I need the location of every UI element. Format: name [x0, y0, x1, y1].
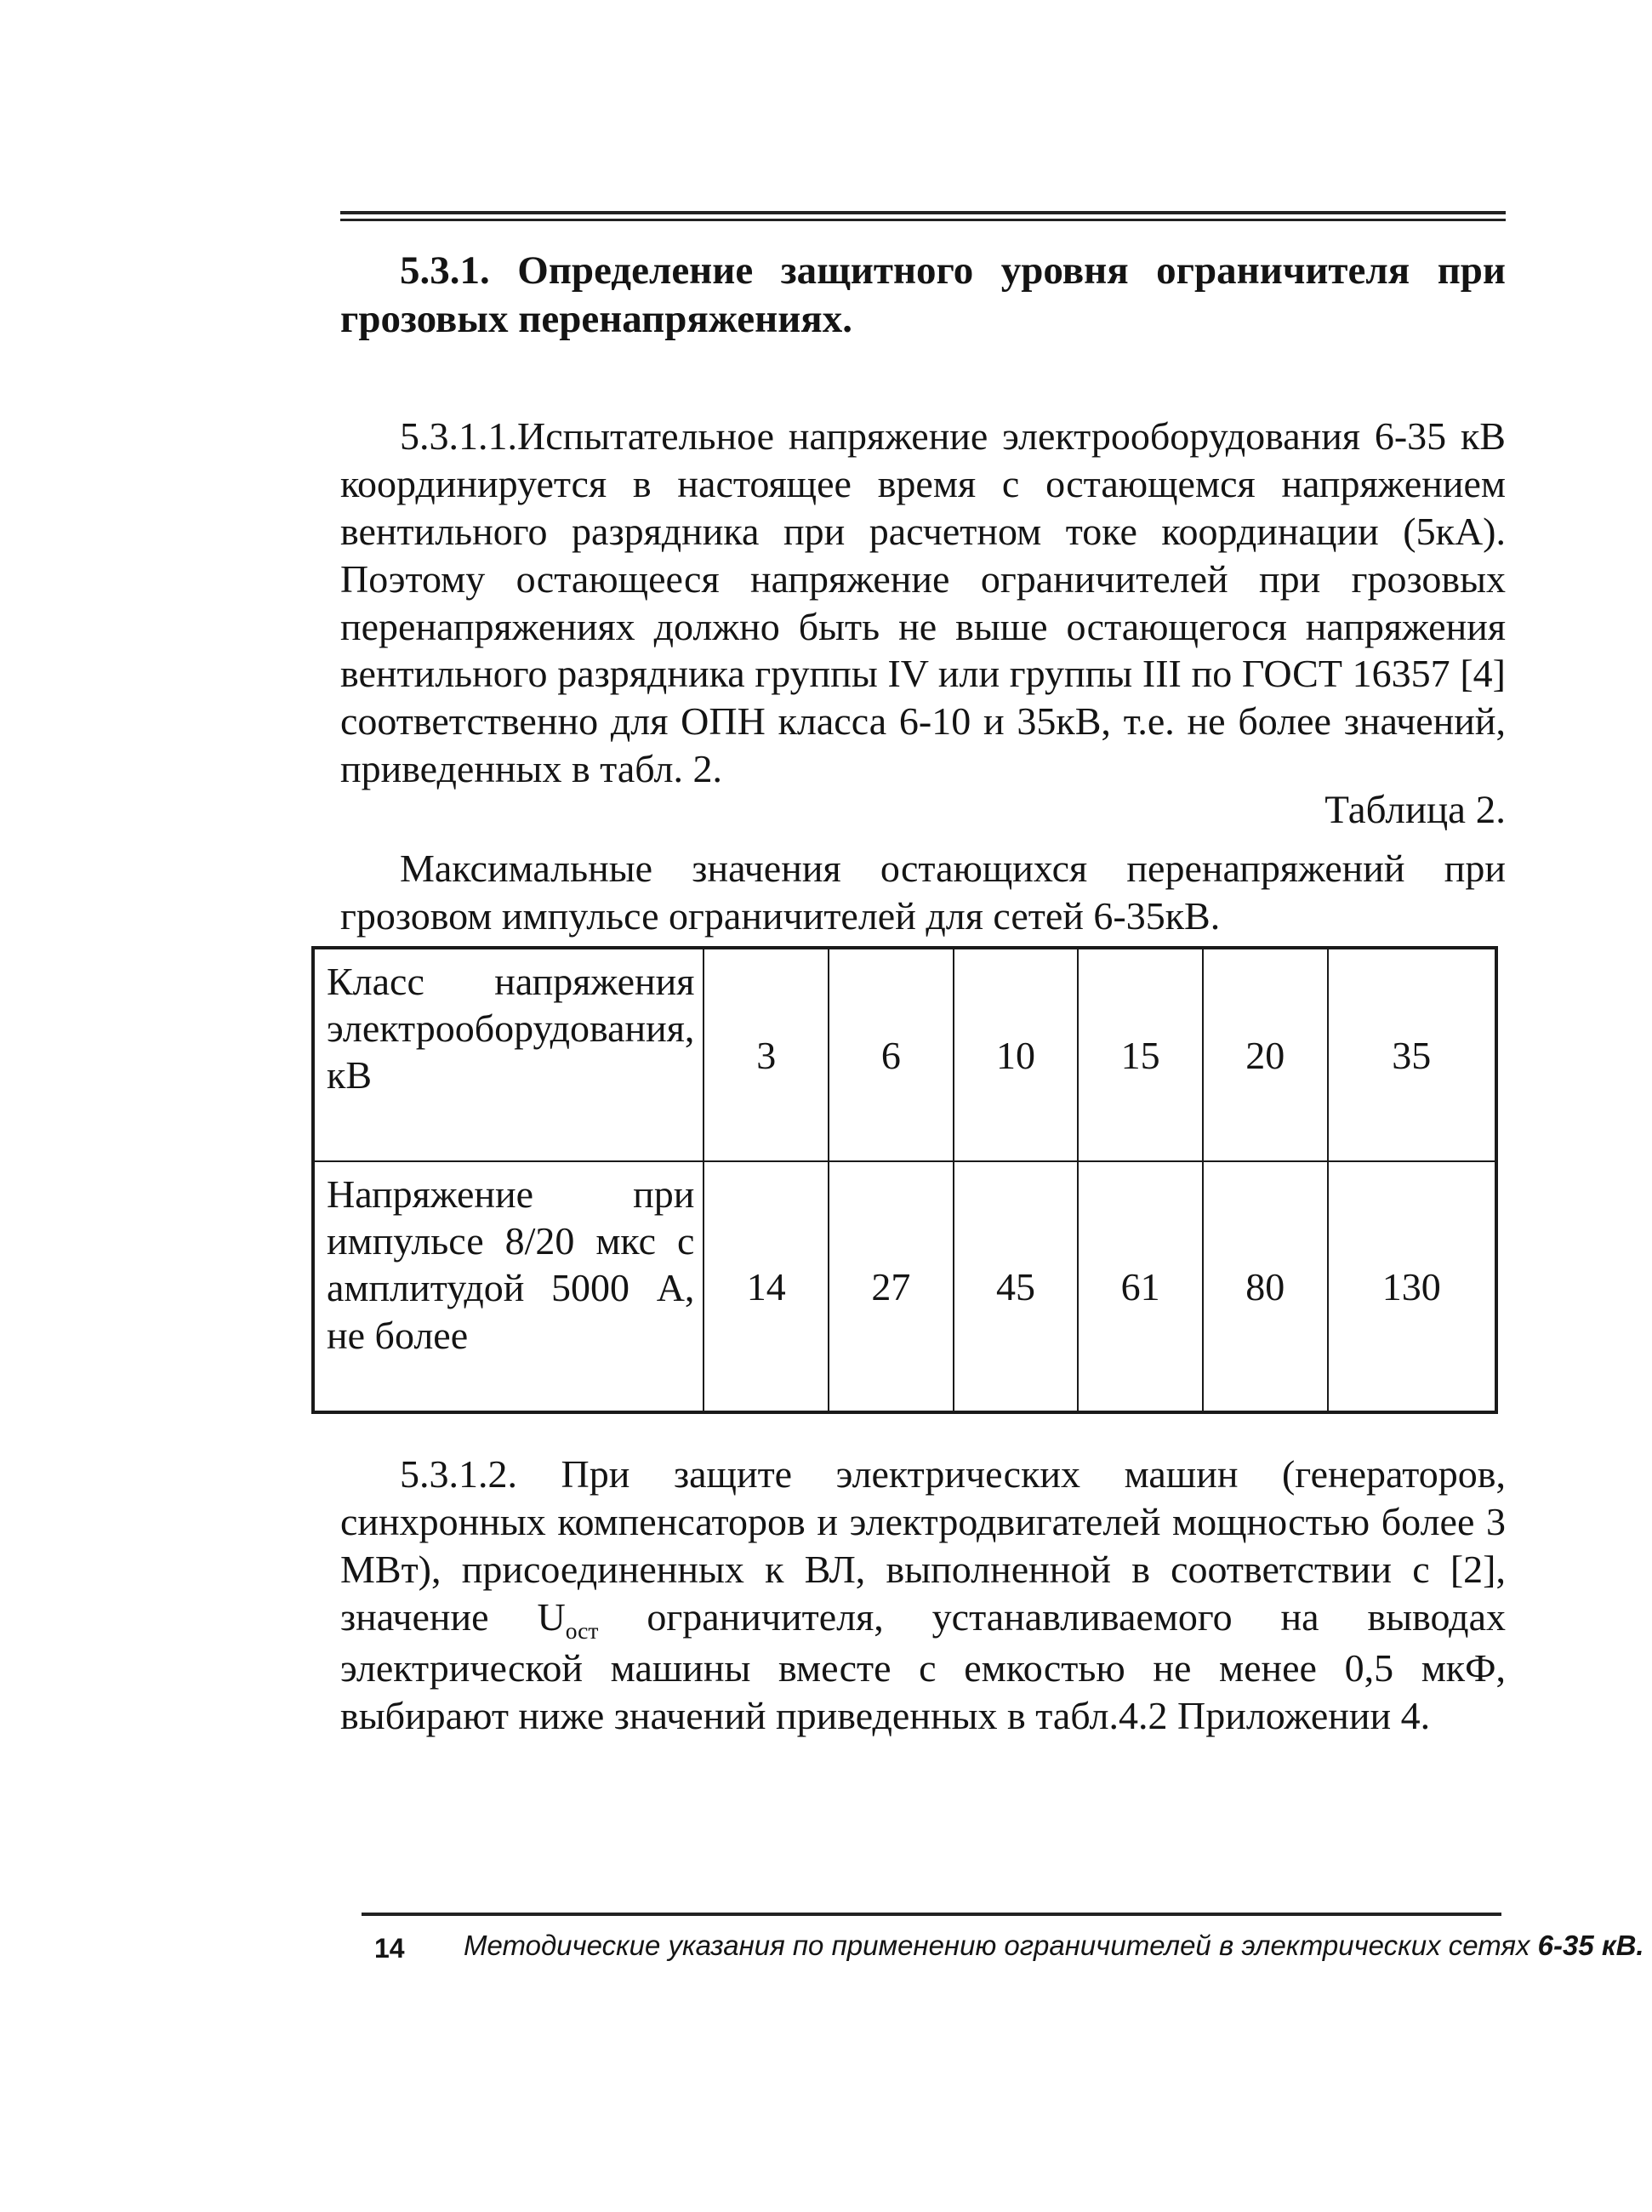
- table-cell: 35: [1328, 948, 1496, 1161]
- section-title: 5.3.1. Определение защитного уровня ограничителя при грозовых перенапряжениях.: [340, 248, 1506, 342]
- paragraph-text-before: 5.3.1.2. При защите электрических машин (генераторов, синхронных компенсаторов и электродвигателей мощностью более 3 МВт), присоединенных к ВЛ, выполненной в соответствии с [2], значение U: [340, 1452, 1506, 1639]
- page-number: 14: [374, 1933, 405, 1964]
- table-label: Таблица 2.: [1324, 788, 1506, 832]
- table-row: [313, 1161, 1496, 1412]
- footer-title: [464, 1930, 1644, 1962]
- table-caption: Максимальные значения остающихся перенапряжений при грозовом импульсе ограничителей для сетей 6-35кВ.: [340, 847, 1506, 938]
- table-cell: 61: [1078, 1161, 1203, 1412]
- table-cell: 6: [829, 948, 954, 1161]
- paragraph-5-3-1-2: [340, 1451, 1506, 1740]
- row-header-voltage-class: Класс напряжения электрооборудования, кВ: [313, 948, 704, 1161]
- header-double-rule: [340, 211, 1506, 223]
- paragraph-text-after: ограничителя, устанавливаемого на выводах электрической машины вместе с емкостью не менее 0,5 мкФ, выбирают ниже значений приведенных в табл.4.2 Приложении 4.: [340, 1594, 1506, 1738]
- u-subscript: ост: [565, 1616, 599, 1644]
- footer-title-text: Методические указания по применению ограничителей в электрических сетях: [464, 1930, 1538, 1961]
- table-cell: 3: [704, 948, 829, 1161]
- paragraph-5-3-1-1: 5.3.1.1.Испытательное напряжение электрооборудования 6-35 кВ координируется в настоящее время с остающемся напряжением вентильного разрядника при расчетном токе координации (5кА). Поэтому остающееся напряжение ограничителей при грозовых перенапряжениях должно быть не выше остающегося напряжения вентильного разрядника группы IV или группы III по ГОСТ 16357 [4] соответственно для ОПН класса 6-10 и 35кВ, т.е. не более значений, приведенных в табл. 2.: [340, 414, 1506, 791]
- table-cell: 15: [1078, 948, 1203, 1161]
- table-row: [313, 948, 1496, 1161]
- table-cell: 45: [954, 1161, 1079, 1412]
- row-header-impulse-voltage: Напряжение при импульсе 8/20 мкс с амплитудой 5000 А, не более: [313, 1161, 704, 1412]
- table-cell: 27: [829, 1161, 954, 1412]
- footer-rule: [362, 1913, 1501, 1916]
- table-cell: 130: [1328, 1161, 1496, 1412]
- table-cell: 20: [1203, 948, 1328, 1161]
- footer-title-bold: 6-35 кВ.: [1537, 1930, 1644, 1961]
- voltage-table: [311, 946, 1498, 1414]
- table-cell: 14: [704, 1161, 829, 1412]
- table-cell: 10: [954, 948, 1079, 1161]
- table-cell: 80: [1203, 1161, 1328, 1412]
